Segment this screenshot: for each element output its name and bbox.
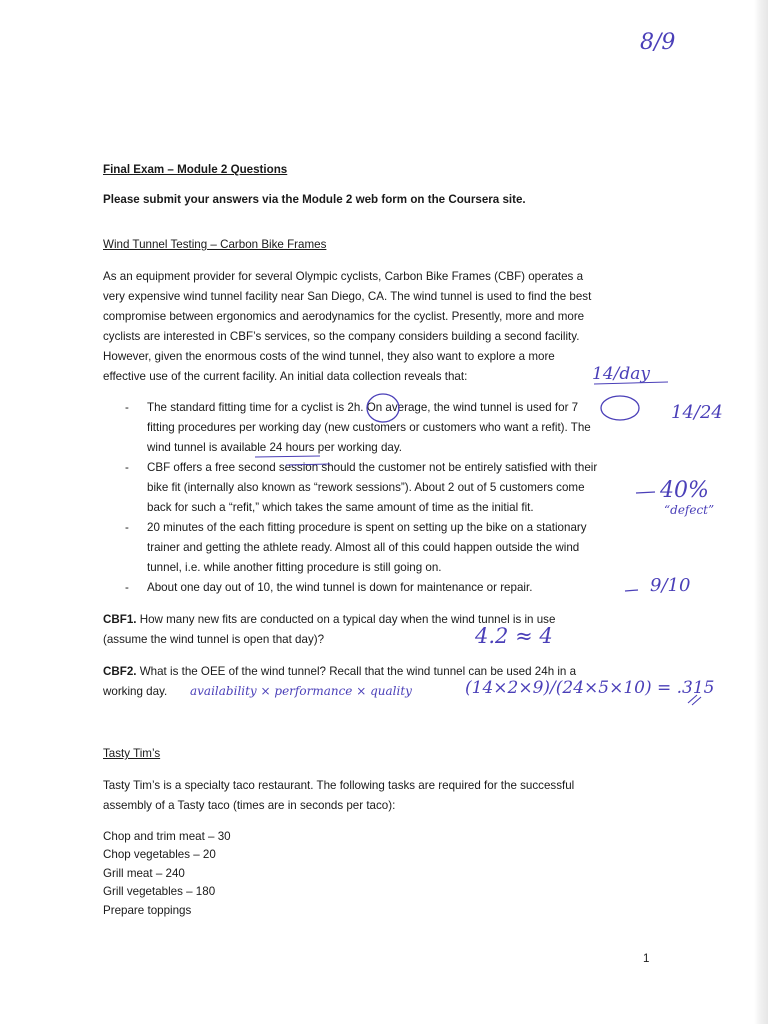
tasty-intro-line: assembly of a Tasty taco (times are in seconds per taco): [103, 799, 396, 812]
handwritten-defect-note: “defect” [664, 503, 715, 517]
question-text: (assume the wind tunnel is open that day)? [103, 633, 325, 646]
bullet-line: back for such a “refit,” which takes the same amount of time as the initial fit. [147, 501, 534, 514]
intro-line: However, given the enormous costs of the wind tunnel, they also want to explore a more [103, 350, 555, 363]
bullet-line: The standard fitting time for a cyclist is 2h. On average, the wind tunnel is used for 7 [147, 401, 579, 414]
intro-line: effective use of the current facility. An initial data collection reveals that: [103, 370, 468, 383]
bullet-dash: - [125, 521, 129, 534]
handwritten-score: 8/9 [640, 30, 676, 55]
intro-paragraph [103, 267, 638, 387]
task-item: Chop and trim meat – 30 [103, 830, 231, 843]
section-heading-tasty-tims: Tasty Tim’s [103, 747, 161, 760]
task-item: Grill vegetables – 180 [103, 885, 216, 899]
intro-line: As an equipment provider for several Olympic cyclists, Carbon Bike Frames (CBF) operates a [103, 270, 584, 283]
bullet-item [103, 578, 663, 598]
handwritten-oee-formula: availability × performance × quality [190, 684, 412, 698]
bullet-line: About one day out of 10, the wind tunnel is down for maintenance or repair. [147, 581, 533, 594]
bullet-item [103, 398, 663, 458]
bullet-line: 20 minutes of the each fitting procedure is spent on setting up the bike on a stationary [147, 521, 587, 534]
bullet-item [103, 518, 663, 578]
data-collection-bullets [103, 398, 663, 598]
handwritten-fourteen-over-24: 14/24 [671, 402, 723, 423]
task-item: Chop vegetables – 20 [103, 848, 216, 862]
bullet-item [103, 458, 663, 518]
bullet-dash: - [125, 581, 129, 594]
exam-title: Final Exam – Module 2 Questions [103, 163, 288, 176]
section-heading-wind-tunnel: Wind Tunnel Testing – Carbon Bike Frames [103, 238, 327, 251]
question-label: CBF2. [103, 665, 137, 678]
task-item: Grill meat – 240 [103, 866, 185, 880]
bullet-line: tunnel, i.e. while another fitting procedure is still going on. [147, 561, 442, 574]
question-text: working day. [103, 685, 168, 698]
intro-line: compromise between ergonomics and aerodynamics for the cyclist. Presently, more and more [103, 310, 585, 323]
bullet-dash: - [125, 461, 129, 474]
intro-line: cyclists are interested in CBF’s services, so the company considers building a second facility. [103, 330, 580, 343]
submit-instructions: Please submit your answers via the Module 2 web form on the Coursera site. [103, 193, 526, 206]
bullet-line: fitting procedures per working day (new customers or customers who want a refit). The [147, 421, 591, 434]
tasty-intro-paragraph [103, 776, 643, 816]
bullet-line: trainer and getting the athlete ready. Almost all of this could happen outside the wind [147, 541, 580, 554]
page-edge-shadow [754, 0, 768, 1024]
page-number: 1 [643, 953, 650, 965]
handwritten-cbf1-answer: 4.2 ≈ 4 [475, 624, 553, 648]
handwritten-fourteen-per-day: 14/day [592, 364, 650, 384]
bullet-line: bike fit (internally also known as “rework sessions”). About 2 out of 5 customers come [147, 481, 585, 494]
handwritten-oee-calculation: (14×2×9)/(24×5×10) = .315 [465, 678, 715, 698]
handwritten-forty-percent: 40% [660, 478, 709, 503]
taco-task-list [103, 828, 231, 920]
bullet-dash: - [125, 401, 129, 414]
intro-line: very expensive wind tunnel facility near San Diego, CA. The wind tunnel is used to find the best [103, 290, 592, 303]
task-item: Prepare toppings [103, 903, 192, 917]
question-cbf1 [103, 610, 643, 650]
handwritten-nine-tenths: 9/10 [650, 575, 691, 596]
bullet-line: wind tunnel is available 24 hours per working day. [147, 441, 402, 454]
question-label: CBF1. [103, 613, 137, 626]
tasty-intro-line: Tasty Tim’s is a specialty taco restaurant. The following tasks are required for the successful [103, 779, 575, 792]
question-text: How many new fits are conducted on a typical day when the wind tunnel is in use [136, 613, 556, 626]
bullet-line: CBF offers a free second session should the customer not be entirely satisfied with their [147, 461, 598, 474]
question-text: What is the OEE of the wind tunnel? Recall that the wind tunnel can be used 24h in a [136, 665, 577, 678]
